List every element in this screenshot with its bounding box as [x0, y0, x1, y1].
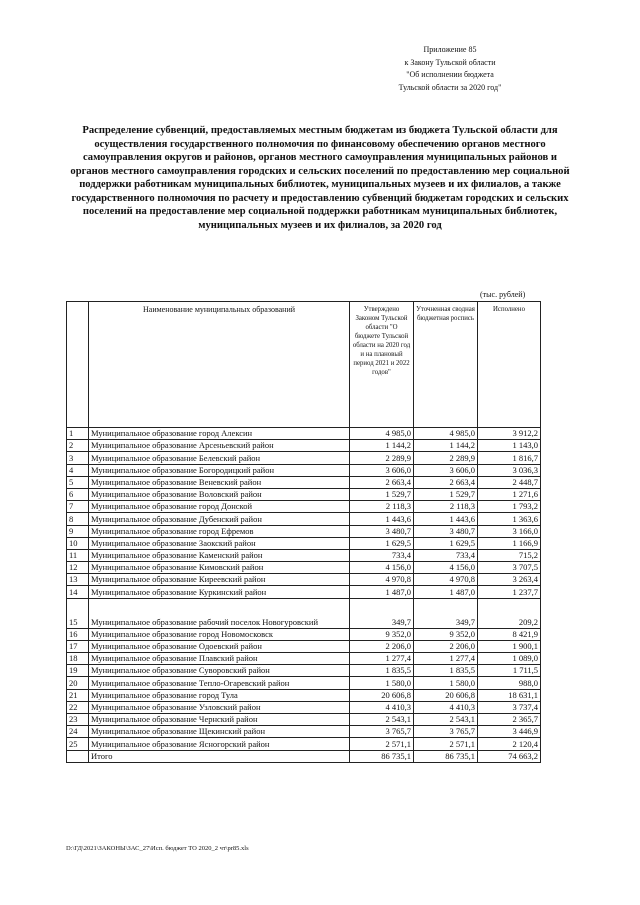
table-row [67, 501, 541, 513]
row-index: 8 [67, 513, 89, 525]
executed-value: 1 900,1 [478, 640, 541, 652]
municipality-name: Муниципальное образование Арсеньевский район [89, 440, 350, 452]
table-row [67, 464, 541, 476]
municipality-name: Муниципальное образование город Новомосковск [89, 628, 350, 640]
executed-value: 1 711,5 [478, 665, 541, 677]
table-row [67, 476, 541, 488]
approved-value: 1 277,4 [350, 653, 414, 665]
revised-value: 1 629,5 [414, 537, 478, 549]
revised-value: 1 144,2 [414, 440, 478, 452]
revised-value: 2 543,1 [414, 713, 478, 725]
revised-value: 1 277,4 [414, 653, 478, 665]
approved-value: 9 352,0 [350, 628, 414, 640]
executed-value: 3 446,9 [478, 726, 541, 738]
executed-value: 2 120,4 [478, 738, 541, 750]
table-row [67, 452, 541, 464]
row-index: 18 [67, 653, 89, 665]
municipality-name: Муниципальное образование Ясногорский район [89, 738, 350, 750]
table-row [67, 726, 541, 738]
total-approved: 86 735,1 [350, 750, 414, 762]
approved-value: 2 571,1 [350, 738, 414, 750]
municipality-name: Муниципальное образование Каменский район [89, 549, 350, 561]
row-index: 11 [67, 549, 89, 561]
municipality-name: Муниципальное образование Заокский район [89, 537, 350, 549]
table-row [67, 586, 541, 598]
executed-value: 2 365,7 [478, 713, 541, 725]
total-revised: 86 735,1 [414, 750, 478, 762]
municipality-name: Муниципальное образование рабочий поселок Новогуровский [89, 598, 350, 628]
table-row [67, 628, 541, 640]
row-index: 17 [67, 640, 89, 652]
municipality-name: Муниципальное образование город Донской [89, 501, 350, 513]
row-index: 10 [67, 537, 89, 549]
municipality-name: Муниципальное образование Богородицкий район [89, 464, 350, 476]
municipality-name: Муниципальное образование Дубенский район [89, 513, 350, 525]
table-row [67, 653, 541, 665]
approved-value: 1 629,5 [350, 537, 414, 549]
revised-value: 4 970,8 [414, 574, 478, 586]
row-index: 23 [67, 713, 89, 725]
table-row [67, 428, 541, 440]
executed-value: 8 421,9 [478, 628, 541, 640]
municipality-name: Муниципальное образование Кимовский район [89, 562, 350, 574]
revised-value: 4 985,0 [414, 428, 478, 440]
municipality-name: Муниципальное образование Воловский район [89, 488, 350, 500]
table-row [67, 525, 541, 537]
municipality-name: Муниципальное образование Киреевский район [89, 574, 350, 586]
total-executed: 74 663,2 [478, 750, 541, 762]
approved-value: 3 765,7 [350, 726, 414, 738]
row-index: 24 [67, 726, 89, 738]
subvention-table [66, 301, 541, 763]
header-approved: Утверждено Законом Тульской области "О бюджете Тульской области на 2020 год и на плановый период 2021 и 2022 годов" [350, 302, 414, 428]
approved-value: 2 289,9 [350, 452, 414, 464]
row-index: 2 [67, 440, 89, 452]
appendix-note [370, 44, 530, 94]
executed-value: 1 237,7 [478, 586, 541, 598]
header-revised: Уточненная сводная бюджетная роспись [414, 302, 478, 428]
table-body [67, 428, 541, 763]
revised-value: 9 352,0 [414, 628, 478, 640]
executed-value: 1 166,9 [478, 537, 541, 549]
appendix-line: "Об исполнении бюджета [406, 70, 494, 79]
table-row [67, 537, 541, 549]
approved-value: 1 529,7 [350, 488, 414, 500]
executed-value: 3 707,5 [478, 562, 541, 574]
row-index: 12 [67, 562, 89, 574]
municipality-name: Муниципальное образование Белевский район [89, 452, 350, 464]
row-index: 6 [67, 488, 89, 500]
table-row [67, 713, 541, 725]
executed-value: 3 036,3 [478, 464, 541, 476]
appendix-line: Приложение 85 [423, 45, 477, 54]
table-row [67, 738, 541, 750]
row-index: 13 [67, 574, 89, 586]
row-index: 19 [67, 665, 89, 677]
header-index [67, 302, 89, 428]
executed-value: 3 912,2 [478, 428, 541, 440]
revised-value: 4 156,0 [414, 562, 478, 574]
municipality-name: Муниципальное образование Щекинский район [89, 726, 350, 738]
table-row [67, 562, 541, 574]
approved-value: 4 410,3 [350, 701, 414, 713]
municipality-name: Муниципальное образование Узловский район [89, 701, 350, 713]
executed-value: 715,2 [478, 549, 541, 561]
row-index: 14 [67, 586, 89, 598]
row-index: 3 [67, 452, 89, 464]
approved-value: 2 663,4 [350, 476, 414, 488]
executed-value: 18 631,1 [478, 689, 541, 701]
revised-value: 2 118,3 [414, 501, 478, 513]
approved-value: 1 835,5 [350, 665, 414, 677]
approved-value: 1 487,0 [350, 586, 414, 598]
revised-value: 349,7 [414, 598, 478, 628]
executed-value: 3 263,4 [478, 574, 541, 586]
row-index: 7 [67, 501, 89, 513]
approved-value: 349,7 [350, 598, 414, 628]
header-name: Наименование муниципальных образований [89, 302, 350, 428]
approved-value: 2 118,3 [350, 501, 414, 513]
revised-value: 1 529,7 [414, 488, 478, 500]
municipality-name: Муниципальное образование Суворовский район [89, 665, 350, 677]
row-index: 16 [67, 628, 89, 640]
municipality-name: Муниципальное образование город Алексин [89, 428, 350, 440]
executed-value: 988,0 [478, 677, 541, 689]
approved-value: 3 480,7 [350, 525, 414, 537]
executed-value: 1 271,6 [478, 488, 541, 500]
approved-value: 2 206,0 [350, 640, 414, 652]
row-index: 5 [67, 476, 89, 488]
executed-value: 209,2 [478, 598, 541, 628]
executed-value: 3 737,4 [478, 701, 541, 713]
row-index: 1 [67, 428, 89, 440]
row-index: 15 [67, 598, 89, 628]
appendix-line: Тульской области за 2020 год" [398, 82, 502, 92]
table-row [67, 488, 541, 500]
row-index: 4 [67, 464, 89, 476]
revised-value: 2 663,4 [414, 476, 478, 488]
municipality-name: Муниципальное образование Куркинский район [89, 586, 350, 598]
executed-value: 1 816,7 [478, 452, 541, 464]
row-index: 20 [67, 677, 89, 689]
approved-value: 1 580,0 [350, 677, 414, 689]
row-index: 22 [67, 701, 89, 713]
executed-value: 3 166,0 [478, 525, 541, 537]
revised-value: 1 835,5 [414, 665, 478, 677]
municipality-name: Муниципальное образование город Ефремов [89, 525, 350, 537]
approved-value: 4 970,8 [350, 574, 414, 586]
municipality-name: Муниципальное образование Чернский район [89, 713, 350, 725]
revised-value: 3 606,0 [414, 464, 478, 476]
total-label: Итого [89, 750, 350, 762]
revised-value: 2 206,0 [414, 640, 478, 652]
municipality-name: Муниципальное образование Плавский район [89, 653, 350, 665]
table-row [67, 640, 541, 652]
table-row [67, 574, 541, 586]
approved-value: 4 156,0 [350, 562, 414, 574]
document-title: Распределение субвенций, предоставляемых местным бюджетам из бюджета Тульской области для осуществления государственного полномочия по финансовому обеспечению органов местного самоуправления округов и районов, органов местного самоуправления муниципальных районов и органов местного самоуправления городских и сельских поселений по предоставлению мер социальной поддержки работникам муниципальных библиотек, муниципальных музеев и их филиалов, а также государственного полномочия по расчету и предоставлению субвенций бюджетам городских и сельских поселений на предоставление мер социальной поддержки работникам муниципальных библиотек, муниципальных музеев и их филиалов, за 2020 год [70, 125, 570, 231]
executed-value: 2 448,7 [478, 476, 541, 488]
executed-value: 1 089,0 [478, 653, 541, 665]
table-row [67, 513, 541, 525]
approved-value: 2 543,1 [350, 713, 414, 725]
table-row [67, 440, 541, 452]
revised-value: 1 580,0 [414, 677, 478, 689]
row-index: 21 [67, 689, 89, 701]
municipality-name: Муниципальное образование Одоевский район [89, 640, 350, 652]
revised-value: 20 606,8 [414, 689, 478, 701]
revised-value: 3 480,7 [414, 525, 478, 537]
total-index [67, 750, 89, 762]
approved-value: 733,4 [350, 549, 414, 561]
revised-value: 2 289,9 [414, 452, 478, 464]
row-index: 9 [67, 525, 89, 537]
table-row [67, 701, 541, 713]
executed-value: 1 363,6 [478, 513, 541, 525]
table-row [67, 598, 541, 628]
row-index: 25 [67, 738, 89, 750]
units-label: (тыс. рублей) [480, 290, 526, 299]
executed-value: 1 793,2 [478, 501, 541, 513]
revised-value: 733,4 [414, 549, 478, 561]
approved-value: 1 144,2 [350, 440, 414, 452]
revised-value: 3 765,7 [414, 726, 478, 738]
approved-value: 3 606,0 [350, 464, 414, 476]
header-executed: Исполнено [478, 302, 541, 428]
municipality-name: Муниципальное образование Веневский район [89, 476, 350, 488]
revised-value: 1 443,6 [414, 513, 478, 525]
table-row [67, 689, 541, 701]
approved-value: 4 985,0 [350, 428, 414, 440]
municipality-name: Муниципальное образование город Тула [89, 689, 350, 701]
municipality-name: Муниципальное образование Тепло-Огаревский район [89, 677, 350, 689]
total-row [67, 750, 541, 762]
executed-value: 1 143,0 [478, 440, 541, 452]
file-path-footer: D:\ГД\2021\ЗАКОНЫ\ЗАС_27\Исп. бюджет ТО 2020_2 чт\pr85.xls [66, 845, 249, 852]
approved-value: 20 606,8 [350, 689, 414, 701]
table-row [67, 549, 541, 561]
appendix-line: к Закону Тульской области [404, 57, 496, 67]
revised-value: 4 410,3 [414, 701, 478, 713]
table-row [67, 677, 541, 689]
revised-value: 1 487,0 [414, 586, 478, 598]
revised-value: 2 571,1 [414, 738, 478, 750]
table-row [67, 665, 541, 677]
approved-value: 1 443,6 [350, 513, 414, 525]
